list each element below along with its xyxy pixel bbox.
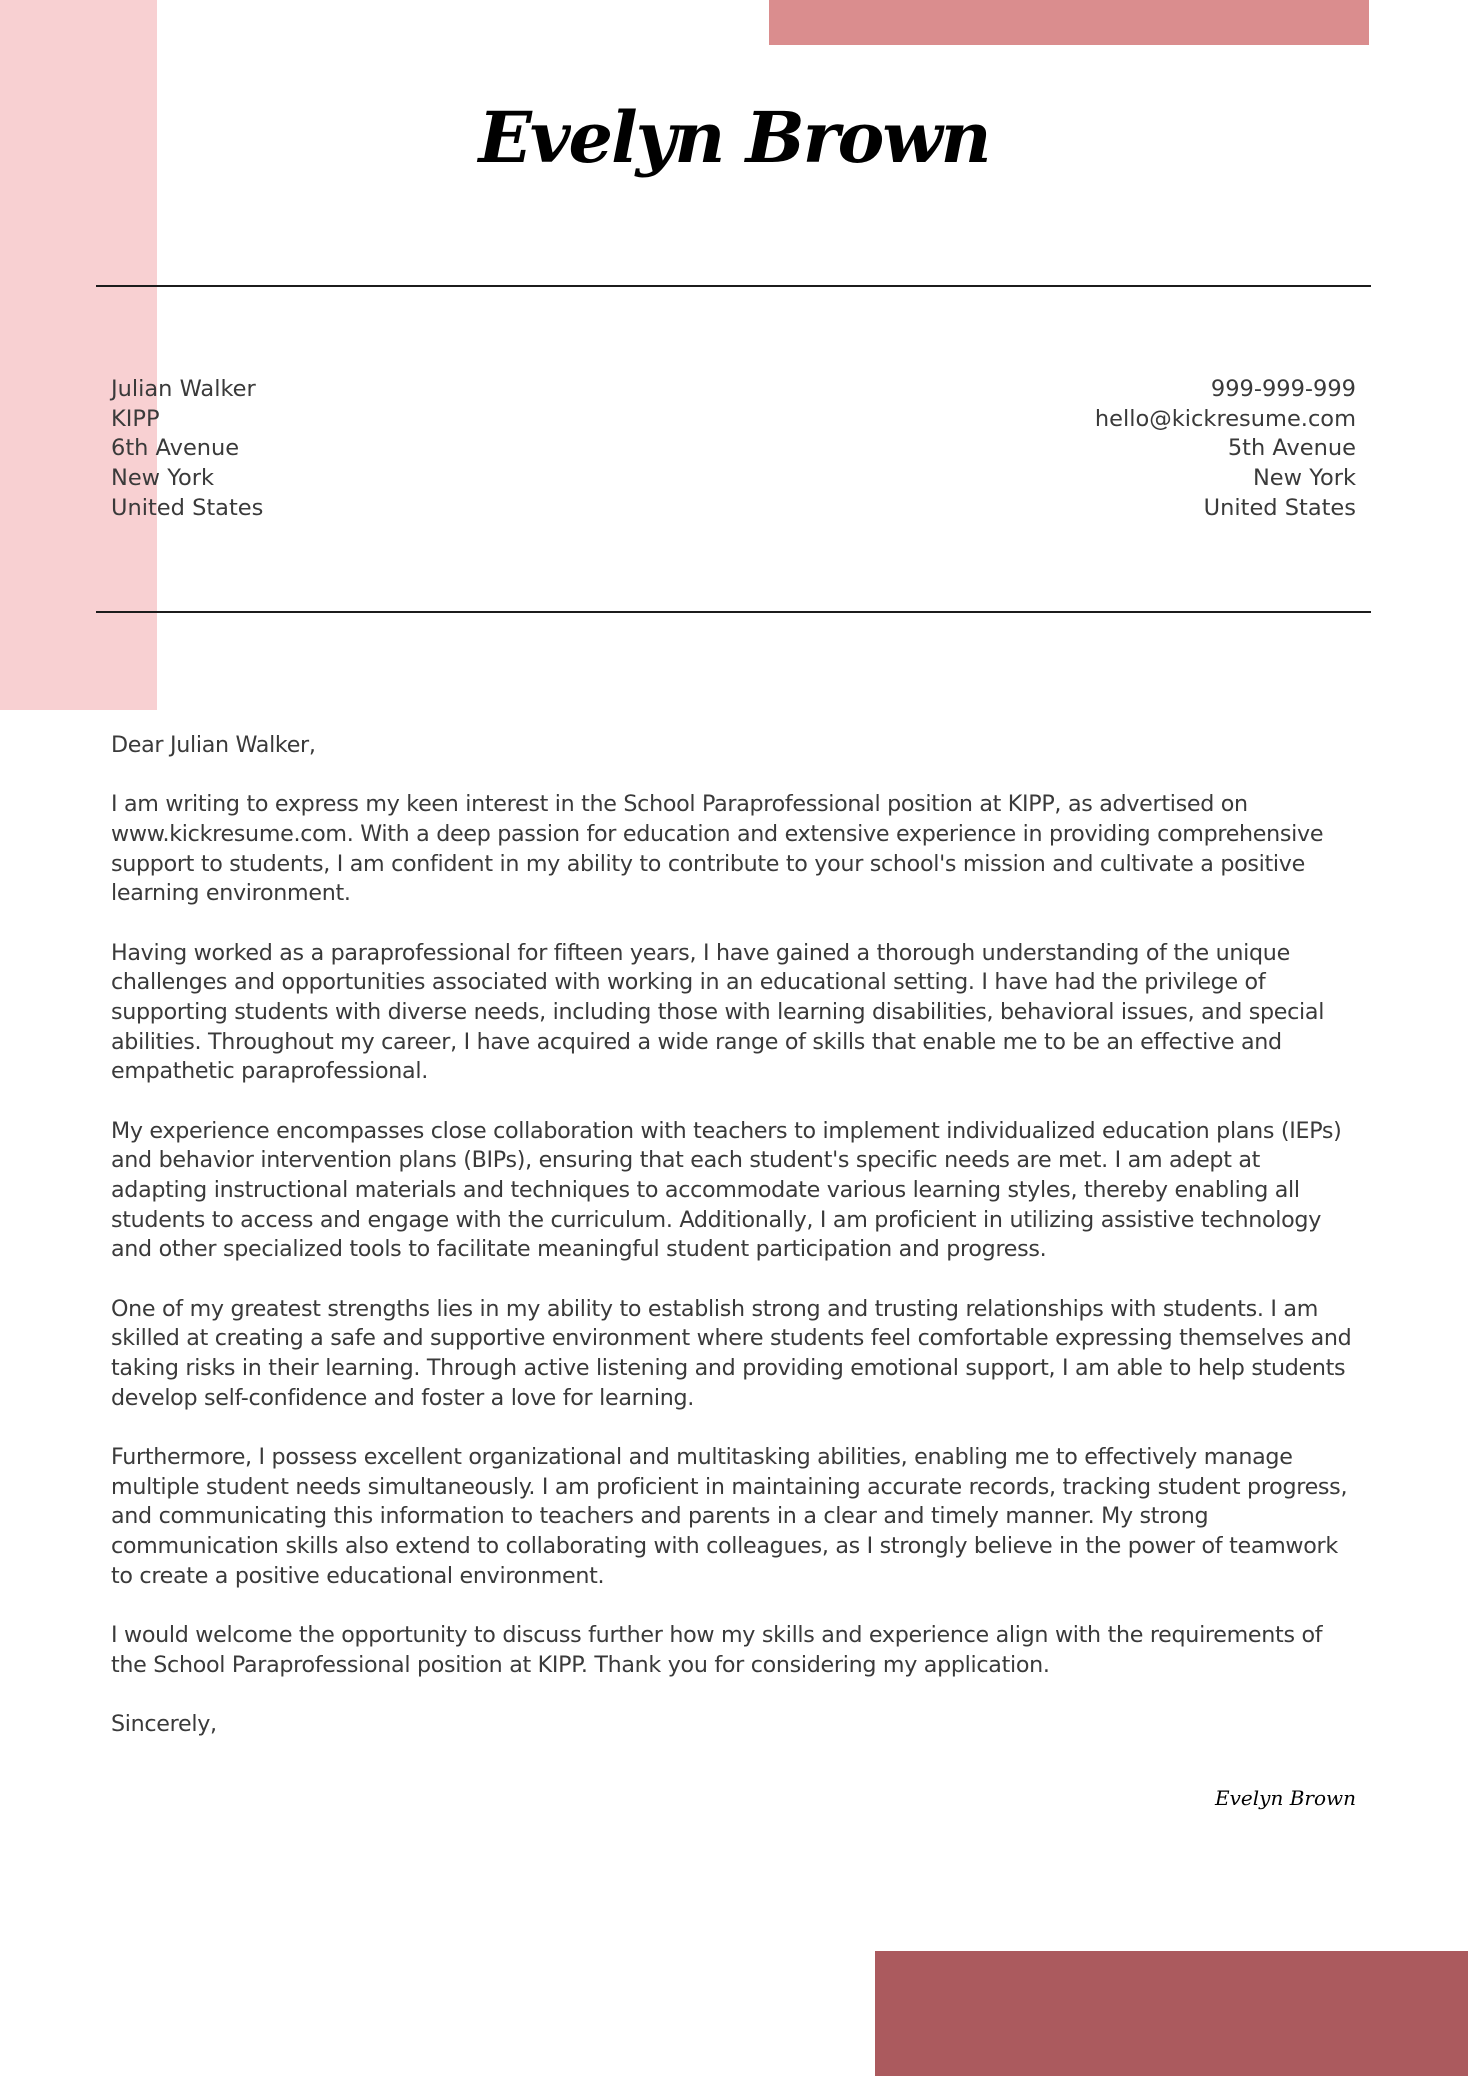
recipient-country: United States	[111, 494, 264, 521]
bottom-divider	[96, 611, 1371, 613]
author-name: Evelyn Brown	[478, 96, 990, 179]
recipient-address	[111, 375, 263, 524]
paragraph-strengths: One of my greatest strengths lies in my ability to establish strong and trusting relationships with students. I am skilled at creating a safe and supportive environment where students feel comfortable expressing themselves and taking risks in their learning. Through active listening and providing emotional support, I am able to help students develop self-confidence and foster a love for learning.	[111, 1295, 1352, 1411]
recipient-name: Julian Walker	[111, 376, 256, 402]
signature: Evelyn Brown	[1215, 1786, 1356, 1810]
paragraph-intro: I am writing to express my keen interest in the School Paraprofessional position at KIPP, as advertised on www.kickresume.com. With a deep passion for education and extensive experience in providing comprehensive support to students, I am confident in my ability to contribute to your school's mission and cultivate a positive learning environment.	[111, 791, 1324, 907]
sender-phone: 999-999-999	[1210, 376, 1356, 402]
sender-street: 5th Avenue	[1227, 435, 1356, 462]
salutation: Dear Julian Walker,	[111, 732, 316, 758]
closing: Sincerely,	[111, 1710, 217, 1737]
recipient-city: New York	[111, 465, 215, 492]
paragraph-closing: I would welcome the opportunity to discuss further how my skills and experience align with the requirements of the School Paraprofessional position at KIPP. Thank you for considering my application.	[111, 1621, 1323, 1678]
paragraph-collaboration: My experience encompasses close collaboration with teachers to implement individualized education plans (IEPs) and behavior intervention plans (BIPs), ensuring that each student's specific needs are met. I am adept at adapting instructional materials and techniques to accommodate various learning styles, thereby enabling all students to access and engage with the curriculum. Additionally, I am proficient in utilizing assistive technology and other specialized tools to facilitate meaningful student participation and progress.	[111, 1117, 1342, 1263]
paragraph-experience: Having worked as a paraprofessional for fifteen years, I have gained a thorough understanding of the unique challenges and opportunities associated with working in an educational setting. I have had the privilege of supporting students with diverse needs, including those with learning disabilities, behavioral issues, and special abilities. Throughout my career, I have acquired a wide range of skills that enable me to be an effective and empathetic paraprofessional.	[111, 939, 1325, 1085]
sender-country: United States	[1203, 494, 1356, 521]
letter-body	[111, 731, 1356, 1769]
top-divider	[96, 285, 1371, 287]
recipient-company: KIPP	[111, 405, 160, 432]
top-decor-band	[769, 0, 1369, 45]
sender-contact	[1095, 375, 1356, 524]
sender-email: hello@kickresume.com	[1094, 405, 1356, 432]
recipient-street: 6th Avenue	[111, 435, 240, 462]
bottom-decor-band	[875, 1951, 1468, 2076]
paragraph-organization: Furthermore, I possess excellent organizational and multitasking abilities, enabling me to effectively manage multiple student needs simultaneously. I am proficient in maintaining accurate records, tracking student progress, and communicating this information to teachers and parents in a clear and timely manner. My strong communication skills also extend to collaborating with colleagues, as I strongly believe in the power of teamwork to create a positive educational environment.	[111, 1443, 1348, 1589]
sender-city: New York	[1252, 465, 1356, 492]
